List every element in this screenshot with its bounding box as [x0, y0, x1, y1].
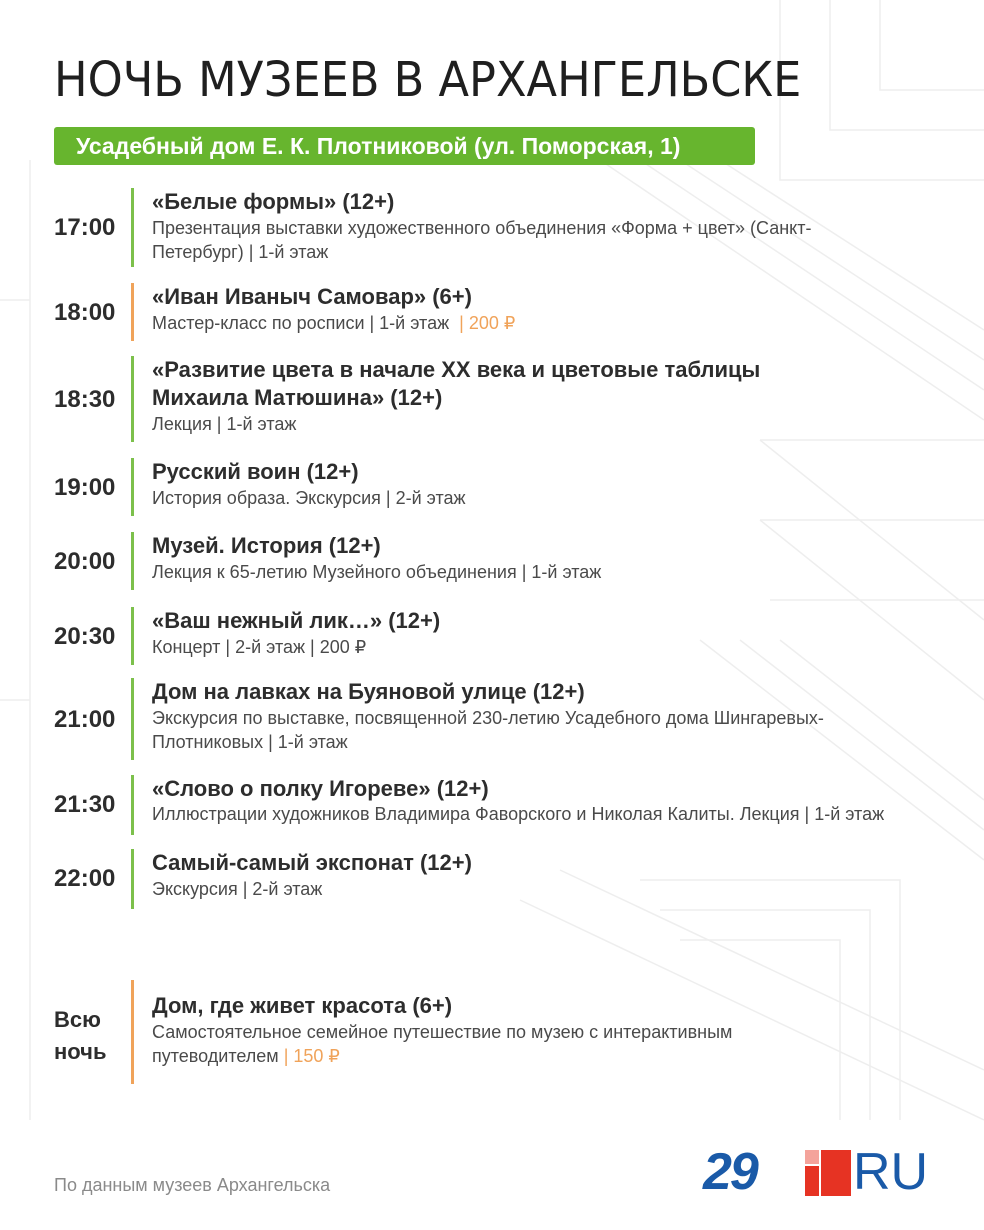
- event-time: 18:00: [54, 299, 116, 326]
- event-time: 21:30: [54, 791, 116, 818]
- event-title: «Иван Иваныч Самовар» (6+): [152, 284, 472, 309]
- event-title: «Слово о полку Игореве» (12+): [152, 776, 489, 801]
- accent-bar: [131, 458, 134, 516]
- event-time: 18:30: [54, 386, 116, 413]
- accent-bar: [131, 283, 134, 341]
- event-title: «Ваш нежный лик…» (12+): [152, 608, 441, 633]
- event-title: Дом, где живет красота (6+): [152, 993, 453, 1018]
- brand-logo: [703, 1143, 935, 1201]
- event-time: [54, 1004, 106, 1068]
- event-time-line: ночь: [54, 1039, 107, 1064]
- page-title: НОЧЬ МУЗЕЕВ В АРХАНГЕЛЬСКЕ: [54, 52, 802, 108]
- event-description: История образа. Экскурсия | 2-й этаж: [152, 488, 466, 508]
- event-title: Русский воин (12+): [152, 459, 359, 484]
- event-title: Самый-самый экспонат (12+): [152, 850, 472, 875]
- logo-square-icon: [805, 1150, 851, 1196]
- event-description: Экскурсия | 2-й этаж: [152, 879, 323, 899]
- logo-number: 29: [703, 1143, 757, 1201]
- event-time: 22:00: [54, 865, 116, 892]
- event-time: 19:00: [54, 474, 116, 501]
- event-time: 17:00: [54, 214, 116, 241]
- event-title: «Развитие цвета в начале XX века и цветовые таблицы Михаила Матюшина» (12+): [152, 357, 761, 410]
- event-description: Иллюстрации художников Владимира Фаворского и Николая Калиты. Лекция | 1-й этаж: [152, 804, 885, 824]
- event-description-line: [152, 1020, 792, 1068]
- event-price: | 200 ₽: [459, 313, 516, 333]
- event-description: Презентация выставки художественного объединения «Форма + цвет» (Санкт-Петербург) | 1-й этаж: [152, 218, 812, 262]
- event-description: Экскурсия по выставке, посвященной 230-летию Усадебного дома Шингаревых-Плотниковых | 1-й этаж: [152, 708, 824, 752]
- event-title: Дом на лавках на Буяновой улице (12+): [152, 679, 585, 704]
- event-title: «Белые формы» (12+): [152, 189, 395, 214]
- event-price: | 150 ₽: [283, 1046, 340, 1066]
- event-time: 20:30: [54, 623, 116, 650]
- event-time-line: Всю: [54, 1007, 101, 1032]
- source-note: По данным музеев Архангельска: [54, 1175, 331, 1195]
- venue-banner: [54, 127, 755, 165]
- accent-bar: [131, 532, 134, 590]
- event-description: Концерт | 2-й этаж | 200 ₽: [152, 637, 367, 657]
- venue-label: Усадебный дом Е. К. Плотниковой (ул. Поморская, 1): [76, 132, 681, 159]
- accent-bar: [131, 775, 134, 835]
- logo-suffix: RU: [853, 1143, 929, 1201]
- event-time: 21:00: [54, 706, 116, 733]
- accent-bar: [131, 188, 134, 267]
- accent-bar: [131, 980, 134, 1084]
- event-description: Мастер-класс по росписи | 1-й этаж: [152, 313, 450, 333]
- accent-bar: [131, 356, 134, 442]
- event-description-line: [152, 311, 912, 335]
- event-description: Лекция к 65-летию Музейного объединения | 1-й этаж: [152, 562, 602, 582]
- event-title: Музей. История (12+): [152, 533, 381, 558]
- event-description: Лекция | 1-й этаж: [152, 414, 297, 434]
- accent-bar: [131, 849, 134, 909]
- accent-bar: [131, 678, 134, 760]
- event-description: Самостоятельное семейное путешествие по музею с интерактивным путеводителем: [152, 1022, 733, 1066]
- event-time: 20:00: [54, 548, 116, 575]
- accent-bar: [131, 607, 134, 665]
